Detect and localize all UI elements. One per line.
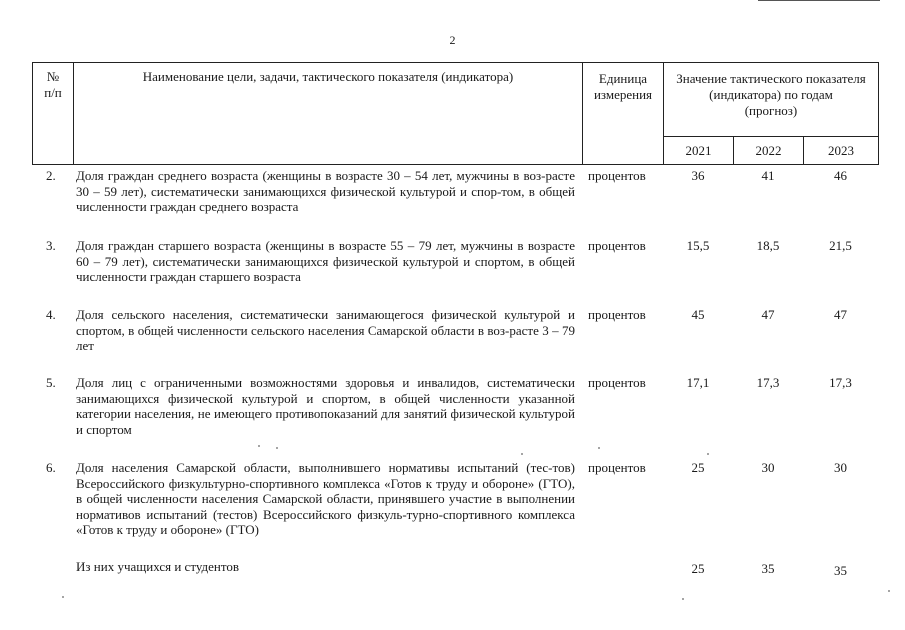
scan-speck [707, 453, 709, 455]
scan-speck [62, 596, 64, 598]
row-value-2022: 47 [761, 307, 775, 322]
row-num: 5. [46, 375, 56, 390]
header-year-2: 2022 [734, 137, 804, 165]
scan-speck [888, 590, 890, 592]
header-name-text: Наименование цели, задачи, тактического показателя (индикатора) [142, 69, 514, 84]
row-value-2022: 30 [761, 460, 775, 475]
row-value-2021: 17,1 [686, 375, 710, 390]
page-number: 2 [449, 33, 456, 47]
row-value-2021: 15,5 [686, 238, 710, 253]
row-value-2023: 46 [834, 168, 847, 183]
row-name: Доля граждан старшего возраста (женщины в возрасте 55 – 79 лет, мужчины в возрасте 60 – 79 лет), систематически занимающихся физической культурой и спортом, в общей численности граждан старшего возраста [76, 238, 575, 284]
header-unit [583, 63, 664, 165]
header-name [74, 63, 583, 165]
row-value-2023: 35 [834, 563, 847, 578]
row-num: 6. [46, 460, 56, 475]
row-value-2021: 36 [691, 168, 705, 183]
row-value-2023: 17,3 [829, 375, 852, 390]
table-header [32, 62, 879, 165]
row-value-2022: 17,3 [756, 375, 780, 390]
row-value-2022: 35 [761, 561, 775, 576]
row-num: 3. [46, 238, 56, 253]
row-value-2022: 18,5 [756, 238, 780, 253]
row-value-2021: 45 [691, 307, 705, 322]
header-year-3: 2023 [804, 137, 879, 165]
row-value-2023: 30 [834, 460, 847, 475]
row-name: Доля сельского населения, систематически занимающегося физической культурой и спортом, в общей численности сельского населения Самарской области в воз-расте 3 – 79 лет [76, 307, 575, 353]
row-name: Доля граждан среднего возраста (женщины в возрасте 30 – 54 лет, мужчины в воз-расте 30 – 59 лет), систематически занимающихся физической культурой и спор-том, в общей численности граждан среднего возраста [76, 168, 575, 214]
header-value-text: Значение тактического показателя (индикатора) по годам (прогноз) [676, 71, 866, 118]
row-value-2023: 21,5 [829, 238, 852, 253]
header-unit-text: Единица измерения [593, 71, 653, 102]
row-name: Из них учащихся и студентов [76, 559, 239, 574]
scan-speck [598, 447, 600, 449]
top-rule [758, 0, 880, 1]
header-num-text: № п/п [44, 69, 62, 100]
row-unit: процентов [588, 307, 646, 322]
scan-speck [276, 447, 278, 449]
row-unit: процентов [588, 375, 646, 390]
row-name: Доля лиц с ограниченными возможностями здоровья и инвалидов, систематически занимающихся физической культурой и спортом, в общей численности указанной категории населения, не имеющего противопоказаний для занятий физической культурой и спортом [76, 375, 575, 437]
row-value-2022: 41 [761, 168, 775, 183]
row-unit: процентов [588, 238, 646, 253]
row-num: 4. [46, 307, 56, 322]
row-unit: процентов [588, 168, 646, 183]
scan-speck [682, 598, 684, 600]
row-value-2021: 25 [691, 460, 705, 475]
row-value-2023: 47 [834, 307, 847, 322]
scan-speck [521, 453, 523, 455]
row-value-2021: 25 [691, 561, 705, 576]
row-name: Доля населения Самарской области, выполнившего нормативы испытаний (тес-тов) Всероссийского физкультурно-спортивного комплекса «Готов к труду и обороне» (ГТО), в общей численности населения Самарской области, принявшего участие в выполнении нормативов испытаний (тестов) Всероссийского физкуль-турно-спортивного комплекса «Готов к труду и обороне» (ГТО) [76, 460, 575, 537]
row-num: 2. [46, 168, 56, 183]
header-num [33, 63, 74, 165]
header-value [664, 63, 879, 137]
header-year-1: 2021 [664, 137, 734, 165]
row-unit: процентов [588, 460, 646, 475]
scan-speck [258, 445, 260, 447]
